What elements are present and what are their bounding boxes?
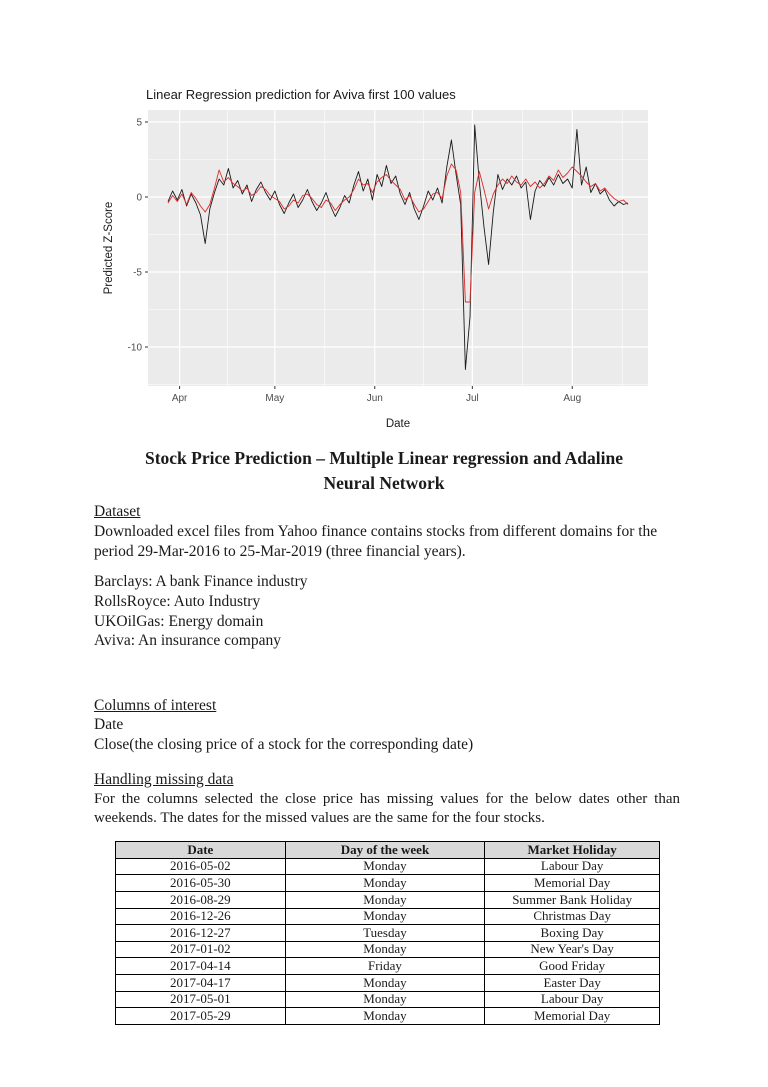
table-row: 2016-05-02 Monday Labour Day bbox=[116, 858, 660, 875]
header-date: Date bbox=[116, 842, 286, 859]
dataset-heading: Dataset bbox=[94, 503, 141, 520]
svg-text:-5: -5 bbox=[133, 267, 142, 279]
svg-text:Linear Regression prediction f: Linear Regression prediction for Aviva first 100 values bbox=[146, 87, 456, 102]
stock-line-ukoilgas: UKOilGas: Energy domain bbox=[94, 612, 264, 630]
table-row: 2017-05-01 Monday Labour Day bbox=[116, 991, 660, 1008]
missing-data-paragraph: For the columns selected the close price has missing values for the below dates other than weekends. The dates for the missed values are the same for the four stocks. bbox=[94, 790, 680, 827]
holiday-table-body bbox=[116, 858, 660, 1024]
table-row: 2016-12-26 Monday Christmas Day bbox=[116, 908, 660, 925]
dataset-section bbox=[94, 502, 680, 651]
columns-heading: Columns of interest bbox=[94, 696, 217, 714]
stock-line-rollsroyce: RollsRoyce: Auto Industry bbox=[94, 593, 261, 610]
svg-text:Date: Date bbox=[385, 418, 411, 430]
svg-text:Apr: Apr bbox=[171, 393, 188, 404]
table-row: 2016-08-29 Monday Summer Bank Holiday bbox=[116, 892, 660, 909]
stock-list bbox=[94, 572, 680, 650]
svg-text:Predicted Z-Score: Predicted Z-Score bbox=[103, 201, 115, 295]
dataset-paragraph: Downloaded excel files from Yahoo finance contains stocks from different domains for the period 29-Mar-2016 to 25-Mar-2019 (three financial years). bbox=[94, 522, 658, 560]
document-body bbox=[94, 502, 680, 1025]
column-item-date: Date bbox=[94, 716, 124, 734]
table-row: 2017-04-17 Monday Easter Day bbox=[116, 974, 660, 991]
svg-text:Aug: Aug bbox=[563, 393, 582, 404]
svg-text:Jun: Jun bbox=[366, 393, 383, 404]
holiday-table bbox=[115, 841, 660, 1025]
header-market-holiday: Market Holiday bbox=[485, 842, 660, 859]
svg-text:-10: -10 bbox=[127, 342, 142, 354]
svg-text:0: 0 bbox=[136, 192, 142, 204]
page-title-line2: Neural Network bbox=[323, 472, 445, 493]
table-row: 2016-12-27 Tuesday Boxing Day bbox=[116, 925, 660, 942]
stock-line-barclays: Barclays: A bank Finance industry bbox=[94, 573, 308, 591]
table-row: 2017-01-02 Monday New Year's Day bbox=[116, 941, 660, 958]
holiday-table-header bbox=[116, 842, 660, 859]
stock-line-aviva: Aviva: An insurance company bbox=[94, 632, 281, 650]
prediction-chart-svg bbox=[100, 86, 656, 432]
column-item-close: Close(the closing price of a stock for the corresponding date) bbox=[94, 736, 474, 754]
svg-text:Jul: Jul bbox=[465, 393, 479, 404]
svg-text:5: 5 bbox=[136, 117, 142, 129]
columns-of-interest-section bbox=[94, 696, 680, 755]
missing-data-heading: Handling missing data bbox=[94, 771, 234, 789]
table-row: 2017-05-29 Monday Memorial Day bbox=[116, 1008, 660, 1025]
table-row: 2017-04-14 Friday Good Friday bbox=[116, 958, 660, 975]
header-day-of-week: Day of the week bbox=[285, 842, 485, 859]
missing-data-section bbox=[94, 770, 680, 828]
page-title-line1: Stock Price Prediction – Multiple Linear regression and Adaline bbox=[144, 448, 623, 468]
page-title bbox=[0, 446, 768, 495]
svg-text:May: May bbox=[265, 393, 285, 404]
table-row: 2016-05-30 Monday Memorial Day bbox=[116, 875, 660, 892]
prediction-chart bbox=[100, 86, 656, 432]
